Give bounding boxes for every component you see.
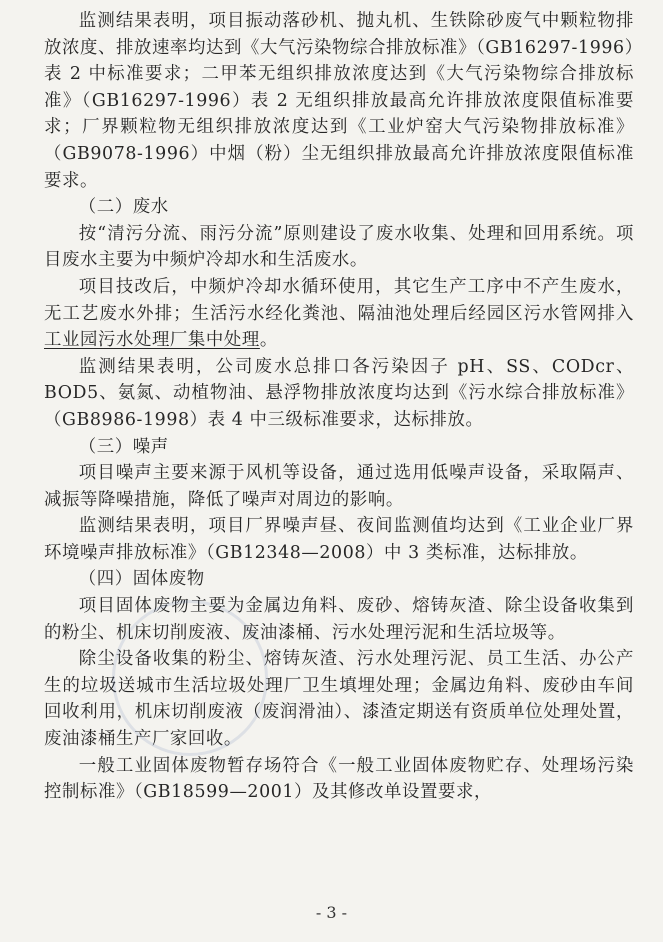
paragraph-solid-waste-disposal: 除尘设备收集的粉尘、熔铸灰渣、污水处理污泥、员工生活、办公产生的垃圾送城市生活垃圾处理厂卫生填埋处理；金属边角料、废砂由车间回收利用，机床切削废液（废润滑油）、漆渣定期送有资质单位处理处置，废油漆桶生产厂家回收。 [44, 649, 634, 750]
paragraph-solid-waste-types: 项目固体废物主要为金属边角料、废砂、熔铸灰渣、除尘设备收集到的粉尘、机床切削废液、废油漆桶、污水处理污泥和生活垃圾等。 [44, 596, 634, 643]
underlined-text: 工业园污水处理厂集中处理 [44, 330, 260, 351]
paragraph-air-monitoring: 监测结果表明，项目振动落砂机、抛丸机、生铁除砂废气中颗粒物排放浓度、排放速率均达到《大气污染物综合排放标准》（GB16297-1996）表 2 中标准要求；二甲苯无组织排放浓度达到《大气污染物综合排放标准》（GB16297-1996）表 2 无组织排放最高允许排放浓度限值标准要求；厂界颗粒物无组织排放浓度达到《工业炉窑大气污染物排放标准》（GB9078-1996）中烟（粉）尘无组织排放最高允许排放浓度限值标准要求。 [44, 11, 634, 191]
paragraph-noise-source: 项目噪声主要来源于风机等设备，通过选用低噪声设备，采取隔声、减振等降噪措施，降低了噪声对周边的影响。 [44, 463, 634, 510]
heading-noise: （三）噪声 [78, 436, 169, 457]
paragraph-wastewater-monitoring: 监测结果表明，公司废水总排口各污染因子 pH、SS、CODcr、BOD5、氨氮、动植物油、悬浮物排放浓度均达到《污水综合排放标准》（GB8986-1998）表 4 中三级标准要求，达标排放。 [44, 356, 634, 430]
paragraph-solid-waste-storage: 一般工业固体废物暂存场符合《一般工业固体废物贮存、处理场污染控制标准》（GB18599—2001）及其修改单设置要求， [44, 755, 634, 803]
page-number: - 3 - [315, 903, 348, 922]
paragraph-wastewater-system: 按“清污分流、雨污分流”原则建设了废水收集、处理和回用系统。项目废水主要为中频炉冷却水和生活废水。 [44, 223, 634, 271]
heading-solid-waste: （四）固体废物 [78, 569, 205, 590]
heading-wastewater: （二）废水 [78, 197, 169, 218]
document-body [44, 8, 634, 806]
paragraph-wastewater-treatment: 项目技改后，中频炉冷却水循环使用，其它生产工序中不产生废水，无工艺废水外排；生活污水经化粪池、隔油池处理后经园区污水管网排入工业园污水处理厂集中处理。 [44, 276, 634, 351]
paragraph-noise-monitoring: 监测结果表明，项目厂界噪声昼、夜间监测值均达到《工业企业厂界环境噪声排放标准》（GB12348—2008）中 3 类标准，达标排放。 [44, 516, 634, 563]
